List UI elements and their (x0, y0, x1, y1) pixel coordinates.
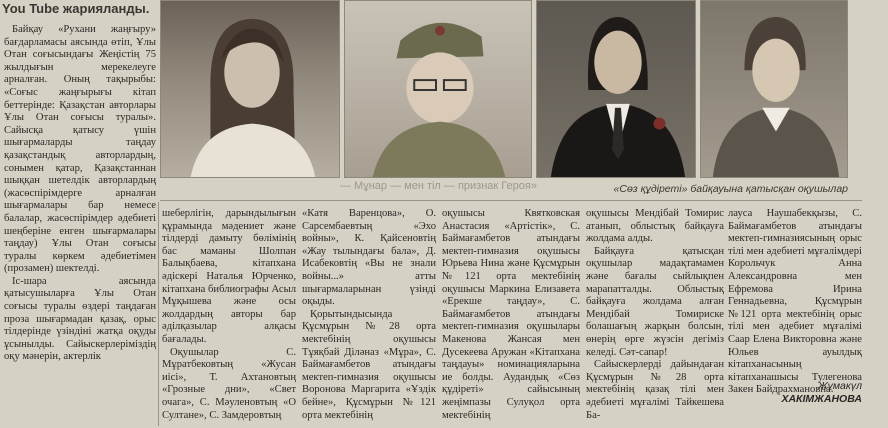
author-signature (728, 380, 862, 406)
paragraph: лауса Наушабекқызы, С. Баймағамбетов атындағы мектеп-гимназиясының орыс тілі мен әдебиеті мұғалімдері Корольчук Анна Александровна мен Ефремова Ирина Геннадьевна, Құсмұрын №121 орта мектебінің орыс тілі мен әдебиет мұғалімі Саар Елена Викторовна және Юльев ауылдық кітапханасының кітапханашысы Тулегенова Закен Байдрахмановна. (728, 208, 862, 396)
paragraph: Іс-шара аясында қатысушыларға Ұлы Отан соғысы туралы өздері таңдаған проза шығармадан қазақ, орыс тілдерінде үзіндіні жатқа оқуды ұсынылды. Сайыскерлеріміздің оқу мәнерін, актерлік (4, 275, 156, 363)
paragraph: Байқауға қатысқан оқушылар мадақтамамен және бағалы сыйлықпен марапатталды. Облыстық байқауға жолдама алған Мендібай Томириске болашағың жарқын болсын, өнерің өрге жүзсін дегіміз келеді. Сәт-сапар! (586, 245, 724, 358)
article-column-3 (302, 208, 436, 426)
article-column-1 (4, 24, 156, 424)
photo-boy-soldier-cap (344, 0, 532, 178)
section-divider (160, 200, 862, 201)
paragraph: Байқау «Рухани жаңғыру» бағдарламасы аясында өтіп, Ұлы Отан соғысындағы Жеңістің 75 жылдығын мерекелеуге арналған. Оның тақырыбы: «Соғыс жаңғырығы кітап беттерінде: Қазақстан авторлары Ұлы Отан соғысы туралы». Сайысқа қатысу үшін шығармаларды таңдау қазақстандық авторлардың, сонымен қатар, Қазақстаннан шыққан шетелдік авторлардың (жасөспірімдерге арналған шығармалары бар немесе балалар, жасөспірімдер әдебиеті шеңберіне енген шығармалары таңдау) Ұлы Отан соғысы туралы көркем әдебиетімен (прозамен) шектелді. (4, 24, 156, 275)
article-column-4 (442, 208, 580, 426)
paragraph: шеберлігін, дарындылығын құрамында мәдениет және тілдерді дамыту бөлімінің бас маманы Шолпан Балықбаева, кітапхана әдіскері Наталья Юрченко, кітапхана библиографы Асыл Мұқышева және осы жолдардың авторы бар әділқазылар алқасы бағалады. (162, 208, 296, 345)
author-first-name: Жұмакүл (817, 380, 862, 392)
portrait-icon (701, 1, 847, 177)
column-divider (158, 202, 159, 426)
background-text: — Мұнар — мен тіл — признак Героя» (340, 180, 537, 192)
photo-girl-long-hair (160, 0, 340, 178)
paragraph: «Катя Варенцова», О. Сарсембаевтың «Эхо войны», К. Қайсеновтің «Жау тылындағы бала», Д. Исабековтің «Вы не знали войны...» атты шығармаларынан үзінді оқыды. (302, 208, 436, 308)
article-column-5 (586, 208, 724, 426)
portrait-icon (537, 1, 695, 177)
photo-girl-shirt (700, 0, 848, 178)
photo-girl-uniform (536, 0, 696, 178)
paragraph: оқушысы Квятковская Анастасия «Артістік», С. Баймағамбетов атындағы мектеп-гимназия оқушысы Юрьева Нина және Құсмұрын №121 орта мектебінің оқушысы Маркина Елизавета «Ерекше таңдау», С. Баймағамбетов атындағы мектеп-гимназия оқушылары Макенова Жансая мен Дусекеева Аружан «Кітапхана таңдауы» номинацияларына ие болды. Аудандық «Сөз құдіреті» сайысының жеңімпазы Сулуқол орта мектебінің (442, 208, 580, 421)
article-column-2 (162, 208, 296, 426)
author-last-name: ХАКІМЖАНОВА (781, 393, 862, 405)
portrait-icon (161, 1, 339, 177)
headline: You Tube жарияланды. (2, 1, 150, 16)
paragraph: Сайыскерлерді дайындаған Құсмұрын №28 орта мектебінің қазақ тілі мен әдебиеті мұғалімі Тайкешева Ба- (586, 359, 724, 421)
paragraph: Қорытындысында Құсмұрын №28 орта мектебінің оқушысы Тұяқбай Діләназ «Мұра», С. Баймағамбетов атындағы мектеп-гимназия оқушысы Воронова Маргарита «Ұздік бейне», Құсмұрын №121 орта мектебінің (302, 308, 436, 421)
paragraph: Оқушылар С. Мұратбековтың «Жусан иісі», Т. Ахтановтың «Грозные дни», «Свет очага», С. Мәуленовтың «О Султане», С. Замдеровтың (162, 346, 296, 421)
photo-caption: «Сөз құдіреті» байқауына қатысқан оқушылар (613, 183, 848, 195)
portrait-icon (345, 1, 531, 177)
paragraph: оқушысы Мендібай Томирис атанып, облыстық байқауға жолдама алды. (586, 208, 724, 245)
